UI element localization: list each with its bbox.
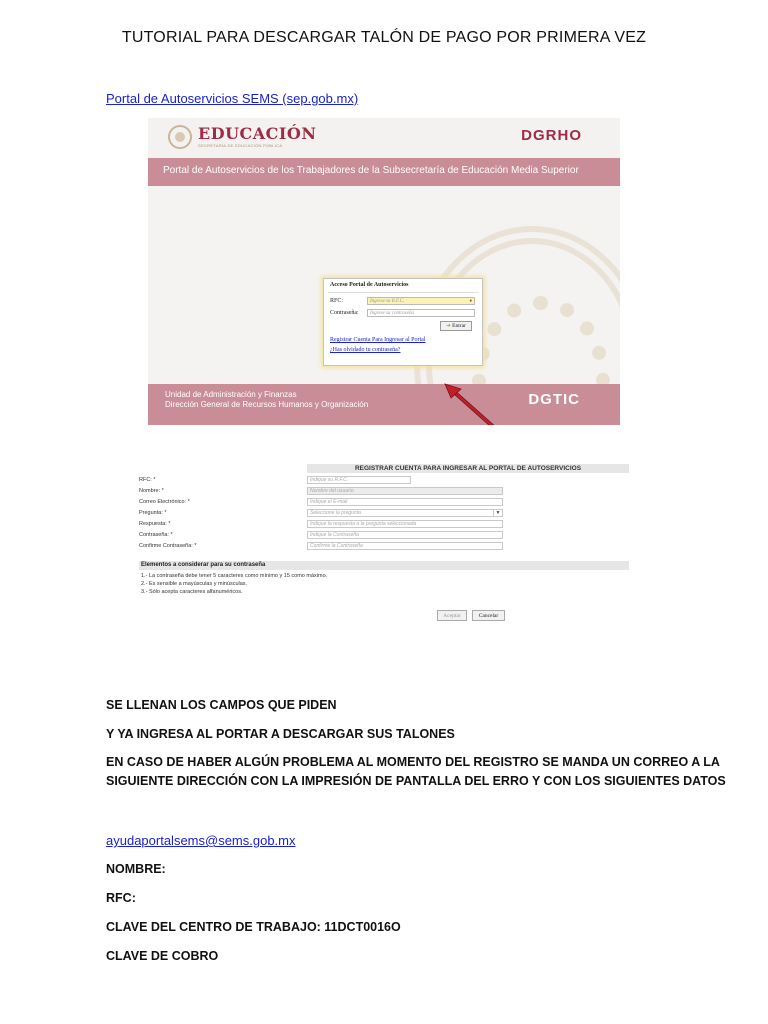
password-rule-1: 1.- La contraseña debe tener 5 caracteres como mínimo y 15 como máximo. — [141, 573, 328, 579]
register-screenshot — [139, 464, 629, 630]
password-rule-3: 3.- Sólo acepta caracteres alfanuméricos. — [141, 589, 243, 595]
login-box — [323, 278, 483, 366]
cancel-button[interactable]: Cancelar — [472, 610, 505, 621]
instruction-line-3b: SIGUIENTE DIRECCIÓN CON LA IMPRESIÓN DE PANTALLA DEL ERRO Y CON LOS SIGUIENTES DATOS — [106, 774, 726, 788]
register-header — [307, 464, 629, 473]
password-input[interactable]: Ingrese su contraseña — [367, 309, 475, 317]
login-divider — [328, 292, 478, 293]
red-arrow-icon — [443, 383, 513, 425]
portal-screenshot — [148, 118, 620, 425]
dgtic-label: DGTIC — [528, 391, 580, 408]
nombre-field[interactable]: Nombre del usuario — [307, 487, 503, 495]
document-title: TUTORIAL PARA DESCARGAR TALÓN DE PAGO POR PRIMERA VEZ — [121, 29, 647, 46]
field-label-email: Correo Electrónico: * — [139, 499, 190, 505]
instruction-line-1: SE LLENAN LOS CAMPOS QUE PIDEN — [106, 698, 337, 712]
password-label: Contraseña: — [330, 310, 359, 316]
rfc-label: RFC: — [330, 298, 344, 304]
enter-arrow-icon: ➜ — [446, 323, 451, 329]
register-title: REGISTRAR CUENTA PARA INGRESAR AL PORTAL DE AUTOSERVICIOS — [354, 465, 582, 472]
seal-logo-icon — [168, 125, 192, 149]
accept-button[interactable]: Aceptar — [437, 610, 467, 621]
rfc-placeholder: Ingrese su R.F.C. — [370, 299, 405, 304]
rfc-input[interactable] — [367, 297, 475, 305]
field-label-pregunta: Pregunta: * — [139, 510, 167, 516]
question-select[interactable] — [307, 509, 503, 517]
footer-line-2: Dirección General de Recursos Humanos y Organización — [165, 400, 369, 409]
answer-field[interactable]: Indique la respuesta a la pregunta seleccionada — [307, 520, 503, 528]
enter-button[interactable] — [440, 321, 472, 331]
enter-button-label: Entrar — [452, 323, 466, 329]
field-label-rfc: RFC: * — [139, 477, 156, 483]
field-label-confirm: Confirme Contraseña: * — [139, 543, 197, 549]
footer-line-1: Unidad de Administración y Finanzas — [165, 390, 297, 399]
dgrho-label: DGRHO — [521, 127, 582, 144]
login-title: Acceso Portal de Autoservicios — [330, 282, 409, 288]
field-label-contrasena: Contraseña: * — [139, 532, 173, 538]
education-logo-text: EDUCACIÓN — [198, 124, 317, 143]
rfc-field[interactable]: Indique su R.F.C. — [307, 476, 411, 484]
field-label-nombre: Nombre: * — [139, 488, 164, 494]
portal-banner-text: Portal de Autoservicios de los Trabajadores de la Subsecretaría de Educación Media Superior — [163, 165, 579, 176]
work-center-code: CLAVE DEL CENTRO DE TRABAJO: 11DCT0016O — [106, 920, 401, 934]
support-email-link[interactable]: ayudaportalsems@sems.gob.mx — [106, 833, 296, 848]
password-rule-2: 2.- Es sensible a mayúsculas y minúsculas. — [141, 581, 248, 587]
email-field[interactable]: Indique el E-mail — [307, 498, 503, 506]
portal-footer — [148, 384, 620, 425]
forgot-password-link[interactable]: ¿Has olvidado tu contraseña? — [330, 347, 401, 353]
chevron-down-icon: ▼ — [493, 510, 502, 516]
password-rules-header — [139, 561, 629, 570]
password-rules-title: Elementos a considerar para su contraseña — [141, 562, 266, 568]
portal-link[interactable]: Portal de Autoservicios SEMS (sep.gob.mx) — [106, 91, 359, 106]
portal-header — [148, 118, 620, 158]
key-icon: ♦ — [469, 299, 472, 304]
portal-banner — [148, 158, 620, 186]
nombre-label: NOMBRE: — [106, 862, 166, 876]
rfc-label-text: RFC: — [106, 891, 136, 905]
register-account-link[interactable]: Registrar Cuenta Para Ingresar al Portal — [330, 337, 426, 343]
instruction-line-2: Y YA INGRESA AL PORTAR A DESCARGAR SUS TALONES — [106, 727, 455, 741]
field-label-respuesta: Respuesta: * — [139, 521, 171, 527]
payment-code-label: CLAVE DE COBRO — [106, 949, 219, 963]
instruction-line-3a: EN CASO DE HABER ALGÚN PROBLEMA AL MOMENTO DEL REGISTRO SE MANDA UN CORREO A LA — [106, 755, 720, 769]
confirm-password-field[interactable]: Confirme la Contraseña — [307, 542, 503, 550]
password-field[interactable]: Indique la Contraseña — [307, 531, 503, 539]
education-logo-subtext: SECRETARÍA DE EDUCACIÓN PÚBLICA — [198, 143, 283, 148]
question-select-value: Seleccione la pregunta — [310, 510, 361, 516]
